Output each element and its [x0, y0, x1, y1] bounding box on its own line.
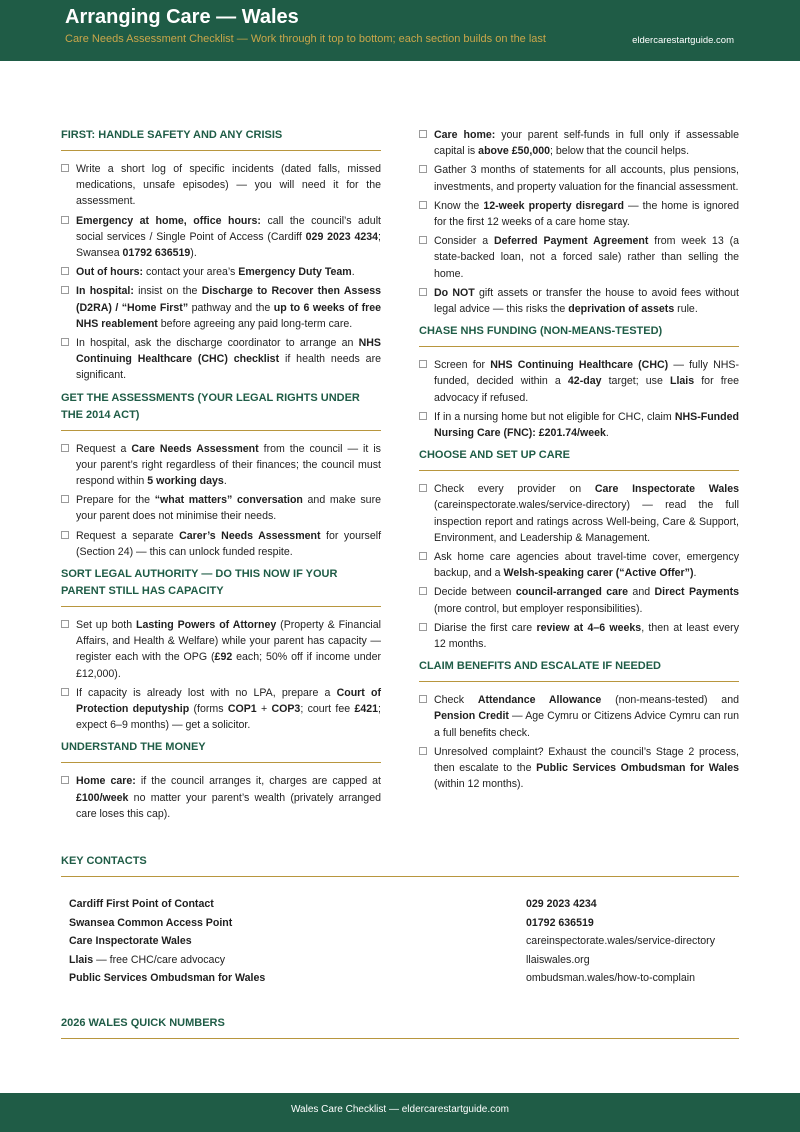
checkbox[interactable] — [419, 484, 427, 492]
text-run: Unresolved complaint? Exhaust the council’s Stage 2 process, then escalate to the — [434, 745, 739, 775]
text-run: Set up both — [76, 619, 137, 632]
checkbox[interactable] — [61, 776, 69, 784]
checklist-item — [419, 127, 739, 159]
section-heading: KEY CONTACTS — [61, 855, 147, 867]
checkbox[interactable] — [61, 531, 69, 539]
checklist-item-text — [434, 622, 739, 650]
emphasis-text: Emergency Duty Team — [238, 266, 352, 279]
contact-name-text: Swansea Common Access Point — [69, 916, 233, 929]
text-run: + — [256, 703, 272, 716]
checklist-item-text — [76, 687, 381, 731]
contact-value-text: 01792 636519 — [526, 916, 594, 929]
checklist-item — [61, 773, 381, 822]
checklist-item — [419, 162, 739, 194]
text-run: Write a short log of specific incidents (dated falls, missed medications, unsafe episodes) — you will need it for the assessment. — [76, 163, 381, 208]
checklist-item-text — [434, 200, 739, 228]
contact-name — [69, 914, 232, 933]
checklist-item-text — [76, 285, 381, 329]
emphasis-text: NHS-Funded Nursing Care (FNC): £201.74/week — [434, 410, 739, 440]
text-run: Consider a — [434, 235, 495, 248]
text-run: . — [693, 567, 697, 580]
text-run: ; court fee — [300, 703, 355, 716]
emphasis-text: Care Needs Assessment — [131, 442, 259, 455]
text-run: your parent self-funds in full only if assessable capital is — [434, 129, 740, 158]
text-run: pathway and the — [188, 301, 274, 314]
emphasis-text: £92 — [214, 651, 233, 664]
contact-name — [69, 969, 265, 988]
checklist-item — [419, 285, 739, 317]
page-subtitle: Care Needs Assessment Checklist — Work through it top to bottom; each section builds on the last — [65, 33, 546, 45]
checklist-item — [419, 481, 739, 546]
section-heading: CLAIM BENEFITS AND ESCALATE IF NEEDED — [419, 660, 662, 673]
contact-name — [69, 932, 192, 951]
key-contacts-section — [61, 853, 739, 988]
checklist-section — [61, 390, 381, 560]
text-run: Decide between — [434, 586, 516, 599]
contact-row — [61, 895, 739, 914]
emphasis-text: review at 4–6 weeks — [536, 621, 642, 634]
text-run: Request a — [76, 442, 132, 455]
checklist-item-text — [434, 287, 739, 315]
checkbox[interactable] — [419, 587, 427, 595]
emphasis-text: 12-week property disregard — [483, 199, 624, 212]
text-run: call the council’s adult social services / Single Point of Access (Cardiff — [76, 214, 381, 243]
text-run: and make sure your parent does not minimise their needs. — [76, 494, 381, 523]
checklist-item — [419, 620, 739, 652]
checklist-item-text — [434, 483, 739, 544]
text-run: (careinspectorate.wales/service-directory) — read the full inspection report and ratings across Well-being, Care & Support, Environment, and Leadership & Management. — [434, 499, 739, 544]
checkbox[interactable] — [419, 288, 427, 296]
contact-value — [526, 895, 597, 914]
contact-value-text: 029 2023 4234 — [526, 898, 597, 910]
text-run: Check every provider on — [434, 483, 595, 496]
emphasis-text: 42-day — [567, 375, 602, 388]
page-title: Arranging Care — Wales — [65, 6, 299, 28]
text-run: insist on the — [133, 285, 202, 298]
section-heading: UNDERSTAND THE MONEY — [61, 741, 206, 754]
emphasis-text: Out of hours: — [76, 266, 144, 279]
emphasis-text: 029 2023 4234 — [305, 230, 379, 243]
footer-text: Wales Care Checklist — eldercarestartguide.com — [290, 1104, 510, 1115]
checklist-item — [61, 441, 381, 490]
emphasis-text: 5 working days — [147, 475, 224, 488]
contact-name-text: Cardiff First Point of Contact — [69, 898, 214, 910]
contact-value-text: careinspectorate.wales/service-directory — [526, 935, 715, 947]
text-run: (within 12 months). — [434, 778, 524, 791]
checkbox[interactable] — [419, 130, 427, 138]
right-column — [419, 127, 739, 796]
text-run: gift assets or transfer the house to avoid fees without legal advice — this risks the — [434, 286, 739, 316]
checklist-item-text — [76, 775, 381, 819]
text-run: Gather 3 months of statements for all accounts, plus pensions, investments, and property valuation for the financial assessment. — [434, 164, 739, 193]
text-run: . — [223, 475, 227, 488]
checkbox[interactable] — [61, 164, 69, 172]
checklist-item — [61, 161, 381, 210]
text-run: . — [351, 266, 355, 279]
checklist-item — [61, 283, 381, 332]
checklist-item — [419, 584, 739, 616]
text-run: If in a nursing home but not eligible for CHC, claim — [434, 410, 675, 423]
left-column — [61, 127, 381, 825]
section-divider — [61, 876, 739, 877]
checklist-section — [419, 323, 739, 441]
emphasis-text: deprivation of assets — [568, 303, 675, 316]
emphasis-text: NHS Continuing Healthcare (CHC) — [490, 359, 669, 372]
checkbox[interactable] — [419, 747, 427, 755]
checkbox[interactable] — [61, 216, 69, 224]
section-divider — [61, 606, 381, 607]
emphasis-text: Direct Payments — [654, 586, 740, 599]
text-run: Know the — [434, 199, 484, 212]
checkbox[interactable] — [61, 688, 69, 696]
checklist-item-text — [434, 694, 739, 738]
checklist-section — [419, 447, 739, 652]
checklist-item-text — [76, 530, 381, 558]
contact-name-text: Llais — [69, 953, 94, 966]
section-heading: FIRST: HANDLE SAFETY AND ANY CRISIS — [61, 129, 283, 141]
emphasis-text: £421 — [354, 703, 379, 716]
text-run: before agreeing any paid long-term care. — [157, 317, 353, 330]
emphasis-text: Court of Protection deputyship — [76, 686, 381, 716]
emphasis-text: council-arranged care — [515, 586, 629, 599]
checklist-item-text — [434, 235, 739, 279]
checklist-item — [61, 685, 381, 734]
contact-value-text: llaiswales.org — [526, 953, 590, 966]
emphasis-text: Llais — [669, 375, 695, 388]
contact-value-text: ombudsman.wales/how-to-complain — [526, 972, 695, 984]
contact-value — [526, 951, 590, 970]
text-run: ; below that the council helps. — [550, 145, 690, 158]
emphasis-text: above £50,000 — [478, 145, 551, 158]
text-run: no matter your parent’s wealth (privately arranged care loses this cap). — [76, 791, 381, 820]
checkbox[interactable] — [419, 695, 427, 703]
checklist-item-text — [76, 494, 381, 522]
checklist-item-text — [76, 619, 381, 680]
checklist-item — [419, 233, 739, 282]
contact-value — [526, 914, 594, 933]
text-run: contact your area’s — [143, 266, 239, 279]
emphasis-text: Public Services Ombudsman for Wales — [536, 762, 739, 775]
section-heading: CHOOSE AND SET UP CARE — [419, 449, 570, 462]
contact-row — [61, 969, 739, 988]
checkbox[interactable] — [419, 236, 427, 244]
section-heading: 2026 WALES QUICK NUMBERS — [61, 1017, 225, 1029]
emphasis-text: Lasting Powers of Attorney — [136, 619, 277, 632]
section-divider — [61, 150, 381, 151]
text-run: if the council arranges it, charges are capped at — [135, 775, 381, 788]
checklist-item — [61, 335, 381, 384]
emphasis-text: Care Inspectorate Wales — [594, 483, 739, 496]
checkbox[interactable] — [419, 360, 427, 368]
quick-numbers-section — [61, 1015, 739, 1049]
checklist-item-text — [434, 164, 739, 192]
section-divider — [61, 762, 381, 763]
page-footer — [0, 1093, 800, 1132]
contact-value — [526, 932, 715, 951]
checkbox[interactable] — [61, 286, 69, 294]
text-run: for yourself (Section 24) — this can unlock funded respite. — [76, 529, 382, 558]
emphasis-text: Attendance Allowance — [477, 694, 602, 707]
section-divider — [419, 681, 739, 682]
text-run: from the council — it is your parent’s right regardless of their finances; the council must respond within — [76, 442, 381, 488]
emphasis-text: Pension Credit — [434, 710, 509, 723]
checkbox[interactable] — [61, 495, 69, 503]
text-run: In hospital, ask the discharge coordinator to arrange an — [76, 337, 359, 350]
checklist-item — [61, 617, 381, 682]
checklist-item — [61, 264, 381, 280]
contact-row — [61, 951, 739, 970]
text-run: for free advocacy if refused. — [434, 375, 739, 404]
emphasis-text: Deferred Payment Agreement — [494, 235, 649, 248]
text-run: (more control, but employer responsibilities). — [434, 602, 643, 615]
emphasis-text: Welsh-speaking carer (“Active Offer”) — [503, 567, 694, 580]
checkbox[interactable] — [419, 165, 427, 173]
text-run: and — [628, 586, 655, 599]
contact-name — [69, 951, 225, 970]
emphasis-text: 01792 636519 — [122, 247, 191, 260]
text-run: — fully NHS-funded, decided within a — [434, 359, 739, 388]
text-run: (forms — [189, 703, 228, 716]
emphasis-text: In hospital: — [76, 285, 134, 298]
contacts-table — [61, 895, 739, 988]
emphasis-text: Carer’s Needs Assessment — [179, 529, 321, 542]
checklist-item-text — [434, 586, 739, 614]
contact-note: — free CHC/care advocacy — [93, 953, 226, 966]
checklist-item-text — [434, 746, 739, 790]
checklist-section — [61, 127, 381, 384]
checklist-item — [419, 198, 739, 230]
checklist-item — [419, 409, 739, 441]
text-run: (non-means-tested) and — [601, 694, 739, 707]
checklist-item-text — [76, 266, 355, 278]
text-run: Check — [434, 694, 478, 707]
checklist-section — [419, 127, 739, 317]
contact-row — [61, 932, 739, 951]
checklist-item — [419, 744, 739, 793]
emphasis-text: “what matters” conversation — [154, 494, 303, 507]
page-header — [0, 0, 800, 61]
emphasis-text: £100/week — [76, 791, 129, 804]
text-run: Request a separate — [76, 529, 180, 542]
section-divider — [419, 346, 739, 347]
text-run: — the home is ignored for the first 12 weeks of a care home stay. — [434, 199, 739, 229]
emphasis-text: NHS Continuing Healthcare (CHC) checklist — [76, 337, 381, 366]
section-heading: CHASE NHS FUNDING (NON-MEANS-TESTED) — [419, 325, 663, 338]
text-run: target; use — [601, 375, 670, 388]
checkbox[interactable] — [419, 412, 427, 420]
contact-name — [69, 895, 214, 914]
text-run: if health needs are significant. — [76, 353, 381, 382]
text-run: ; expect 6–9 months) — get a solicitor. — [76, 703, 381, 732]
emphasis-text: up to 6 weeks of free NHS reablement — [76, 301, 382, 330]
section-divider — [61, 1038, 739, 1039]
emphasis-text: Home care: — [76, 775, 136, 788]
checklist-item — [419, 357, 739, 406]
contact-name-text: Care Inspectorate Wales — [69, 935, 192, 947]
checklist-item — [61, 492, 381, 524]
checkbox[interactable] — [419, 552, 427, 560]
checklist-item-text — [434, 411, 739, 439]
text-run: . — [605, 427, 609, 440]
checklist-section — [61, 566, 381, 733]
checklist-item-text — [434, 129, 739, 157]
checklist-item-text — [76, 215, 381, 259]
checklist-item — [61, 213, 381, 262]
emphasis-text: COP3 — [271, 703, 301, 716]
text-run: — Age Cymru or Citizens Advice Cymru can run a full benefits check. — [434, 710, 739, 739]
text-run: Prepare for the — [76, 494, 155, 507]
checkbox[interactable] — [61, 444, 69, 452]
checklist-item-text — [76, 163, 381, 207]
contact-value — [526, 969, 695, 988]
checklist-section — [61, 739, 381, 822]
checkbox[interactable] — [61, 338, 69, 346]
text-run: If capacity is already lost with no LPA, prepare a — [76, 686, 337, 699]
contact-row — [61, 914, 739, 933]
emphasis-text: COP1 — [227, 703, 257, 716]
checklist-section — [419, 658, 739, 792]
emphasis-text: Care home: — [434, 129, 496, 141]
text-run: from week 13 (a state-backed loan, not a forced sale) rather than selling the home. — [434, 235, 739, 280]
checklist-item-text — [434, 551, 739, 579]
checkbox[interactable] — [419, 201, 427, 209]
contact-name-text: Public Services Ombudsman for Wales — [69, 972, 266, 984]
text-run: (Property & Financial Affairs, and Health & Welfare) while your parent has capacity — register each with the OPG ( — [76, 619, 382, 664]
checkbox[interactable] — [419, 623, 427, 631]
checklist-item-text — [434, 359, 739, 403]
text-run: ). — [190, 247, 197, 260]
checklist-item-text — [76, 337, 381, 381]
emphasis-text: Discharge to Recover then Assess (D2RA) / “Home First” — [76, 285, 382, 314]
text-run: Screen for — [434, 359, 491, 372]
text-run: Diarise the first care — [434, 621, 537, 634]
checklist-item — [419, 549, 739, 581]
text-run: Ask home care agencies about travel-time cover, emergency backup, and a — [434, 551, 739, 580]
text-run: rule. — [674, 303, 698, 316]
emphasis-text: Do NOT — [434, 286, 475, 299]
text-run: , then at least every 12 months. — [434, 621, 739, 651]
checkbox[interactable] — [61, 620, 69, 628]
section-heading: GET THE ASSESSMENTS (YOUR LEGAL RIGHTS UNDER THE 2014 ACT) — [61, 391, 360, 421]
site-name: eldercarestartguide.com — [632, 35, 734, 46]
checklist-item — [419, 692, 739, 741]
checkbox[interactable] — [61, 267, 69, 275]
section-divider — [419, 470, 739, 471]
text-run: each; 50% off if income under £12,000). — [76, 651, 381, 680]
checklist-item — [61, 528, 381, 560]
emphasis-text: Emergency at home, office hours: — [76, 214, 261, 227]
text-run: ; Swansea — [76, 230, 381, 260]
section-heading: SORT LEGAL AUTHORITY — DO THIS NOW IF YOUR PARENT STILL HAS CAPACITY — [61, 568, 338, 598]
checklist-item-text — [76, 443, 381, 487]
section-divider — [61, 430, 381, 431]
